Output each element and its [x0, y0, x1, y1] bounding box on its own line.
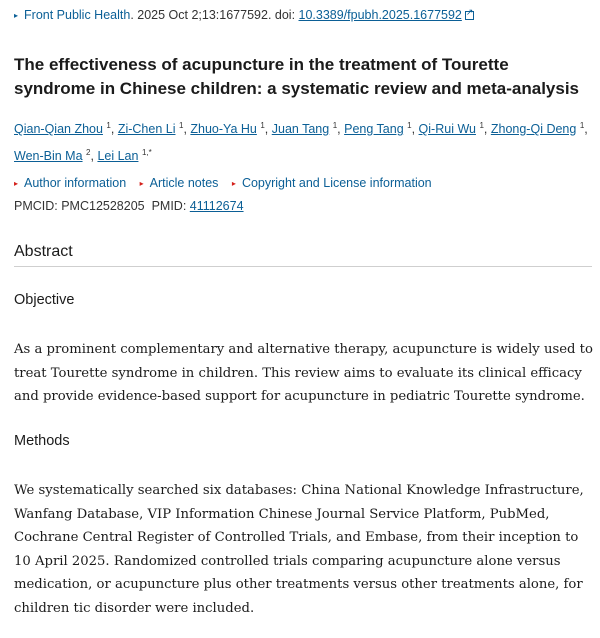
pmcid: PMCID: PMC12528205: [14, 199, 145, 213]
article-identifiers: [14, 199, 244, 213]
affiliation-sup: 1: [178, 121, 184, 130]
pmid-link[interactable]: 41112674: [189, 199, 244, 213]
methods-paragraph: We systematically searched six databases: China National Knowledge Infrastructure, Wanfang Database, VIP Information Chinese Journal Service Platform, PubMed, Cochrane Central Register of Controlled Trials, and Embase, from their inception to 10 April 2025. Randomized controlled trials comparing acupuncture alone versus medication, or acupuncture plus other treatments versus other treatments alone, for children tic disorder were included.: [14, 483, 584, 616]
affiliation-sup: 1,*: [141, 148, 152, 157]
expand-triangle-icon[interactable]: ▸: [139, 179, 144, 188]
journal-name-link[interactable]: Front Public Health: [24, 8, 131, 22]
author-link[interactable]: Lei Lan: [97, 149, 139, 163]
article-notes-toggle[interactable]: Article notes: [149, 176, 219, 190]
doi-link[interactable]: 10.3389/fpubh.2025.1677592: [298, 8, 462, 22]
author-link[interactable]: Juan Tang: [271, 122, 330, 136]
citation-details: . 2025 Oct 2;13:1677592. doi:: [130, 8, 299, 22]
article-info-toggles: [14, 176, 442, 190]
methods-heading: Methods: [14, 433, 70, 449]
article-title: The effectiveness of acupuncture in the treatment of Tourette syndrome in Chinese children: a systematic review and meta-analysis: [14, 55, 580, 98]
pmid-label: PMID:: [151, 199, 190, 213]
author-link[interactable]: Peng Tang: [344, 122, 404, 136]
author-link[interactable]: Qi-Rui Wu: [418, 122, 476, 136]
author-link[interactable]: Wen-Bin Ma: [14, 149, 83, 163]
affiliation-sup: 1: [479, 121, 484, 130]
affiliation-sup: 1: [407, 121, 412, 130]
author-link[interactable]: Zhong-Qi Deng: [490, 122, 577, 136]
copyright-license-toggle[interactable]: Copyright and License information: [241, 176, 432, 190]
affiliation-sup: 1: [332, 121, 338, 130]
expand-triangle-icon[interactable]: ▸: [231, 179, 236, 188]
expand-triangle-icon[interactable]: ▸: [14, 11, 19, 20]
author-list: Qian-Qian Zhou $^1$, Zi-Chen Li $^1$, Zhuo-Ya Hu $^1$, Juan Tang $^1$, Peng Tang $^1$, Qi-Rui Wu $^1$, Zhong-Qi Deng $^1$, Wen-Bin Ma $^2$, Lei Lan $^{1,*}$: [14, 121, 588, 163]
external-link-icon: [465, 11, 474, 20]
affiliation-sup: 1: [579, 121, 585, 130]
objective-heading: Objective: [14, 292, 75, 308]
affiliation-sup: 2: [86, 148, 91, 157]
affiliation-sup: 1: [106, 121, 111, 130]
expand-triangle-icon[interactable]: ▸: [14, 179, 19, 188]
author-link[interactable]: Qian-Qian Zhou: [14, 122, 103, 136]
author-information-toggle[interactable]: Author information: [24, 176, 127, 190]
author-link[interactable]: Zi-Chen Li: [117, 122, 176, 136]
affiliation-sup: 1: [260, 121, 265, 130]
objective-paragraph: As a prominent complementary and alternative therapy, acupuncture is widely used to treat Tourette syndrome in children. This review aims to evaluate its clinical efficacy and provide evidence-based support for acupuncture in pediatric Tourette syndrome.: [14, 342, 593, 404]
author-link[interactable]: Zhuo-Ya Hu: [190, 122, 257, 136]
abstract-heading: Abstract: [14, 243, 592, 267]
citation-line: [14, 8, 474, 22]
